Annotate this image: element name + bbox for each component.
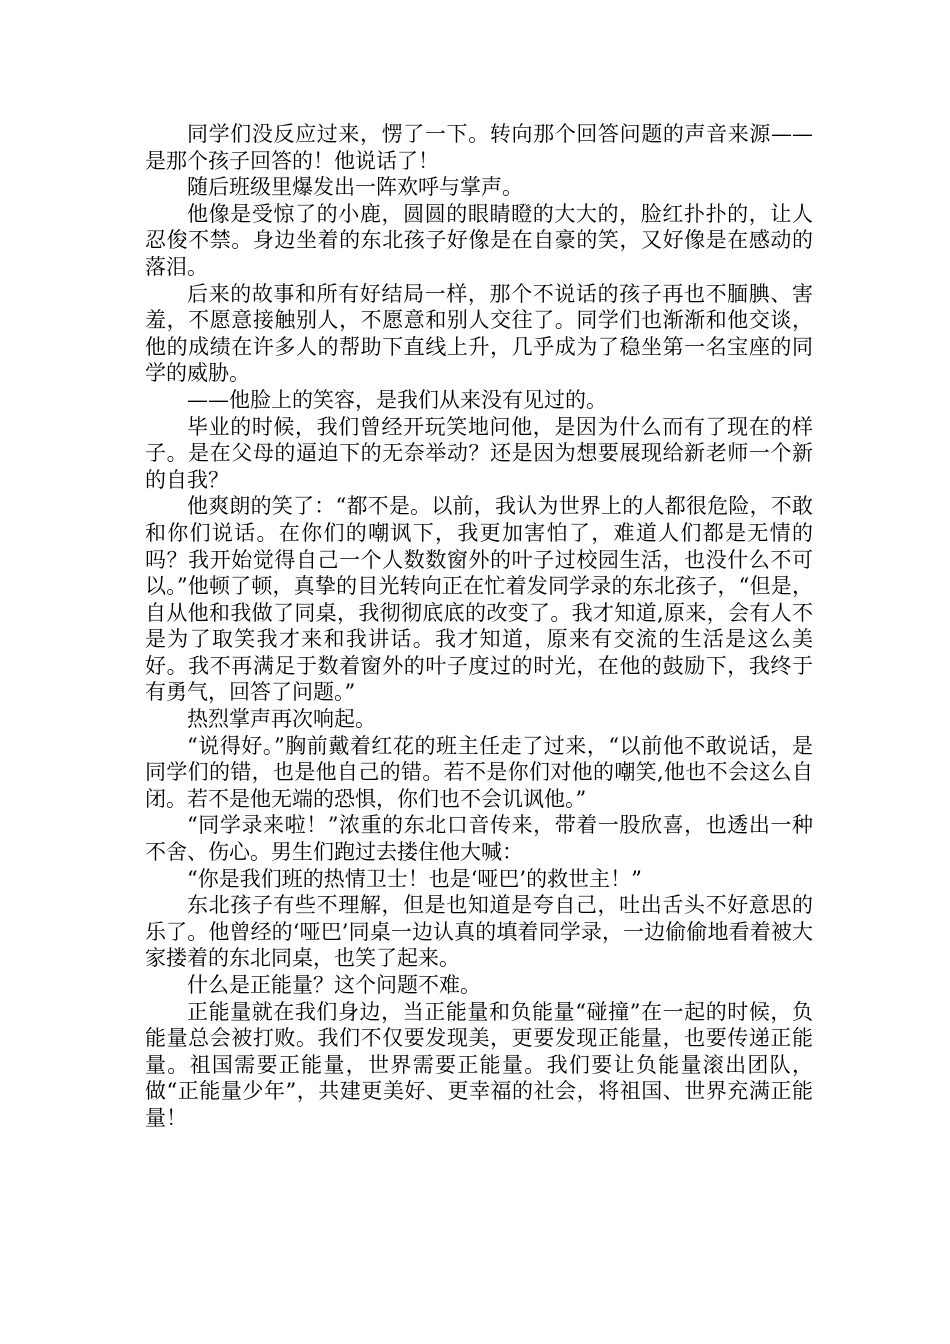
paragraph: “说得好。”胸前戴着红花的班主任走了过来，“以前他不敢说话，是同学们的错，也是他自己的错。若不是你们对他的嘲笑,他也不会这么自闭。若不是他无端的恐惧，你们也不会讥讽他。” xyxy=(145,733,813,811)
paragraph: 什么是正能量？这个问题不难。 xyxy=(187,973,481,997)
paragraph: 同学们没反应过来，愣了一下。转向那个回答问题的声音来源——是那个孩子回答的！他说话了！ xyxy=(145,122,813,173)
paragraph: 正能量就在我们身边，当正能量和负能量“碰撞”在一起的时候，负能量总会被打败。我们不仅要发现美，更要发现正能量，也要传递正能量。祖国需要正能量，世界需要正能量。我们要让负能量滚出团队，做“正能量少年”，共建更美好、更幸福的社会，将祖国、世界充满正能量！ xyxy=(145,999,813,1130)
paragraph: “你是我们班的热情卫士！也是‘哑巴’的救世主！” xyxy=(187,866,642,891)
paragraph: 他像是受惊了的小鹿，圆圆的眼睛瞪的大大的，脸红扑扑的，让人忍俊不禁。身边坐着的东北孩子好像是在自豪的笑，又好像是在感动的落泪。 xyxy=(145,201,813,279)
paragraph: 毕业的时候，我们曾经开玩笑地问他，是因为什么而有了现在的样子。是在父母的逼迫下的无奈举动？还是因为想要展现给新老师一个新的自我？ xyxy=(145,414,813,492)
paragraph: 随后班级里爆发出一阵欢呼与掌声。 xyxy=(187,175,523,200)
paragraph: ——他脸上的笑容，是我们从来没有见过的。 xyxy=(187,387,607,412)
paragraph: 后来的故事和所有好结局一样，那个不说话的孩子再也不腼腆、害羞，不愿意接触别人，不愿意和别人交往了。同学们也渐渐和他交谈，他的成绩在许多人的帮助下直线上升，几乎成为了稳坐第一名宝座的同学的威胁。 xyxy=(145,281,813,386)
paragraph: 他爽朗的笑了：“都不是。以前，我认为世界上的人都很危险，不敢和你们说话。在你们的嘲讽下，我更加害怕了，难道人们都是无情的吗？我开始觉得自己一个人数数窗外的叶子过校园生活，也没什么不可以。”他顿了顿，真挚的目光转向正在忙着发同学录的东北孩子，“但是，自从他和我做了同桌，我彻彻底底的改变了。我才知道,原来，会有人不是为了取笑我才来和我讲话。我才知道，原来有交流的生活是这么美好。我不再满足于数着窗外的叶子度过的时光，在他的鼓励下，我终于有勇气，回答了问题。” xyxy=(145,494,813,705)
document-page xyxy=(145,121,813,1132)
paragraph: 东北孩子有些不理解，但是也知道是夸自己，吐出舌头不好意思的乐了。他曾经的‘哑巴’同桌一边认真的填着同学录，一边偷偷地看着被大家搂着的东北同桌，也笑了起来。 xyxy=(145,893,813,971)
paragraph: “同学录来啦！”浓重的东北口音传来，带着一股欣喜，也透出一种不舍、伤心。男生们跑过去搂住他大喊： xyxy=(145,813,813,865)
paragraph: 热烈掌声再次响起。 xyxy=(187,707,376,732)
